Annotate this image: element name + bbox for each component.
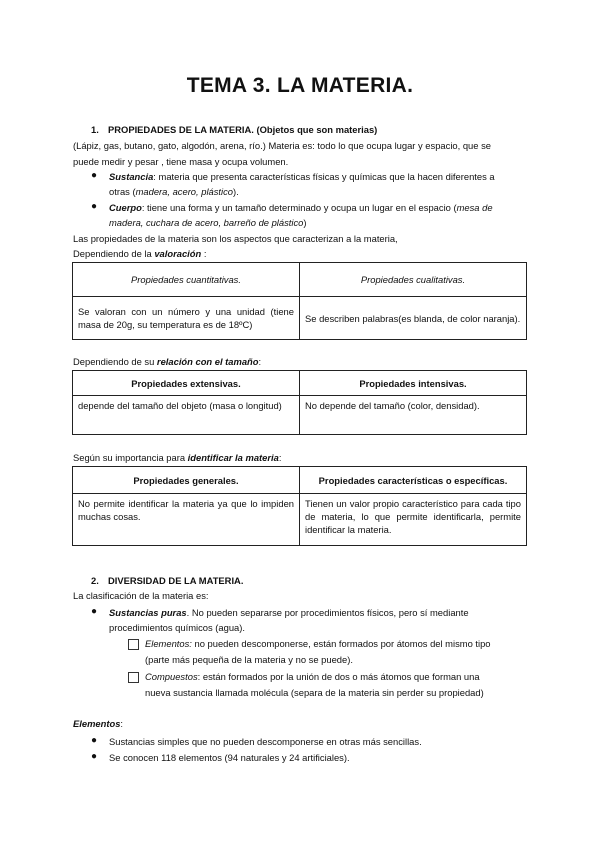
bullet-dot: ● bbox=[91, 606, 98, 617]
bullet-sustancia-examples: madera, acero, plástico bbox=[135, 186, 234, 197]
importancia-label bbox=[73, 452, 281, 464]
page-title: TEMA 3. LA MATERIA. bbox=[186, 74, 414, 97]
section1-number: 1. bbox=[91, 124, 99, 135]
term-cuerpo: Cuerpo bbox=[109, 202, 142, 213]
table2-header-intensivas: Propiedades intensivas. bbox=[300, 371, 527, 396]
tamano-pre: Dependiendo de su bbox=[73, 356, 157, 367]
table-valoracion bbox=[72, 262, 527, 340]
bullet-dot: ● bbox=[91, 201, 98, 212]
bullet-sustancia-line1 bbox=[109, 171, 495, 183]
table3-header-especificas: Propiedades características o específicas. bbox=[300, 467, 527, 494]
tamano-em: relación con el tamaño bbox=[156, 356, 259, 367]
sustancias-puras-line1 bbox=[109, 607, 469, 619]
valoracion-em: valoración bbox=[154, 248, 202, 259]
section2-heading: DIVERSIDAD DE LA MATERIA. bbox=[108, 575, 244, 586]
bullet-cuerpo-line1 bbox=[109, 202, 493, 214]
importancia-em: identificar la materia bbox=[187, 452, 279, 463]
elementos-bullet-1: Sustancias simples que no pueden descomponerse en otras más sencillas. bbox=[109, 736, 422, 747]
bullet-cuerpo-examples2: madera, cuchara de acero, barreño de plástico bbox=[109, 217, 304, 228]
bullet-dot: ● bbox=[91, 751, 98, 762]
compuestos-sub-line1 bbox=[145, 671, 480, 683]
elementos-bullet-2: Se conocen 118 elementos (94 naturales y 24 artificiales). bbox=[109, 752, 350, 763]
section1-intro-line2: puede medir y pesar , tiene masa y ocupa volumen. bbox=[73, 156, 289, 167]
sustancias-puras-text: . No pueden separarse por procedimientos físicos, pero sí mediante bbox=[186, 607, 469, 618]
sustancias-puras-line2: procedimientos químicos (agua). bbox=[109, 622, 246, 633]
valoracion-label bbox=[73, 248, 206, 260]
bullet-dot: ● bbox=[91, 735, 98, 746]
elementos-sub-line2: (parte más pequeña de la materia y no se puede). bbox=[145, 654, 353, 665]
table2-header-extensivas: Propiedades extensivas. bbox=[73, 371, 300, 396]
valoracion-post: : bbox=[201, 248, 207, 259]
table2-cell-intensivas: No depende del tamaño (color, densidad). bbox=[300, 396, 527, 435]
term-sustancias-puras: Sustancias puras bbox=[109, 607, 187, 618]
section1-intro-line1: (Lápiz, gas, butano, gato, algodón, arena, río.) Materia es: todo lo que ocupa lugar y espacio, que se bbox=[73, 140, 491, 151]
tamano-label bbox=[73, 356, 261, 368]
section2-number: 2. bbox=[91, 575, 99, 586]
bullet-dot: ● bbox=[91, 170, 98, 181]
section1-heading: PROPIEDADES DE LA MATERIA. (Objetos que son materias) bbox=[108, 124, 378, 135]
tamano-post: : bbox=[258, 356, 262, 367]
table1-header-cuantitativas: Propiedades cuantitativas. bbox=[73, 263, 300, 297]
elementos-sub-line1 bbox=[145, 638, 491, 650]
importancia-post: : bbox=[278, 452, 282, 463]
elementos-sub-text: no pueden descomponerse, están formados por átomos del mismo tipo bbox=[191, 638, 491, 649]
bullet-cuerpo-line2 bbox=[109, 217, 307, 229]
valoracion-pre: Dependiendo de la bbox=[73, 248, 155, 259]
table2-cell-extensivas: depende del tamaño del objeto (masa o longitud) bbox=[73, 396, 300, 435]
bullet-cuerpo-post: ) bbox=[303, 217, 307, 228]
table1-header-cualitativas: Propiedades cualitativas. bbox=[300, 263, 527, 297]
elementos-heading-colon: : bbox=[120, 718, 124, 729]
elementos-heading-text: Elementos bbox=[73, 718, 121, 729]
bullet-cuerpo-text: : tiene una forma y un tamaño determinado y ocupa un lugar en el espacio ( bbox=[141, 202, 457, 213]
checkbox-elementos[interactable] bbox=[128, 639, 139, 650]
properties-paragraph: Las propiedades de la materia son los aspectos que caracterizan a la materia, bbox=[73, 233, 398, 244]
table1-cell-cualitativas: Se describen palabras(es blanda, de color naranja). bbox=[300, 297, 527, 340]
table1-cell-cuantitativas: Se valoran con un número y una unidad (tiene masa de 20g, su temperatura es de 18ºC) bbox=[73, 297, 300, 340]
table3-cell-especificas: Tienen un valor propio característico para cada tipo de materia, lo que permite identificarla, permite identificar la materia. bbox=[300, 494, 527, 546]
term-sustancia: Sustancia bbox=[109, 171, 154, 182]
elementos-heading bbox=[73, 718, 123, 730]
bullet-sustancia-text: : materia que presenta características físicas y químicas que la hacen diferentes a bbox=[153, 171, 495, 182]
compuestos-sub-line2: nueva sustancia llamada molécula (separa de la materia sin perder su propiedad) bbox=[145, 687, 484, 698]
table-importancia bbox=[72, 466, 527, 546]
checkbox-compuestos[interactable] bbox=[128, 672, 139, 683]
term-elementos-sub: Elementos: bbox=[145, 638, 192, 649]
bullet-sustancia-pre: otras ( bbox=[109, 186, 136, 197]
bullet-cuerpo-examples1: mesa de bbox=[456, 202, 493, 213]
bullet-sustancia-line2 bbox=[109, 186, 239, 198]
importancia-pre: Según su importancia para bbox=[73, 452, 188, 463]
bullet-sustancia-post: ). bbox=[233, 186, 239, 197]
table-tamano bbox=[72, 370, 527, 435]
table3-header-generales: Propiedades generales. bbox=[73, 467, 300, 494]
section2-intro: La clasificación de la materia es: bbox=[73, 590, 209, 601]
compuestos-text: : están formados por la unión de dos o más átomos que forman una bbox=[197, 671, 480, 682]
table3-cell-generales: No permite identificar la materia ya que lo impiden muchas cosas. bbox=[73, 494, 300, 546]
term-compuestos: Compuestos bbox=[145, 671, 198, 682]
